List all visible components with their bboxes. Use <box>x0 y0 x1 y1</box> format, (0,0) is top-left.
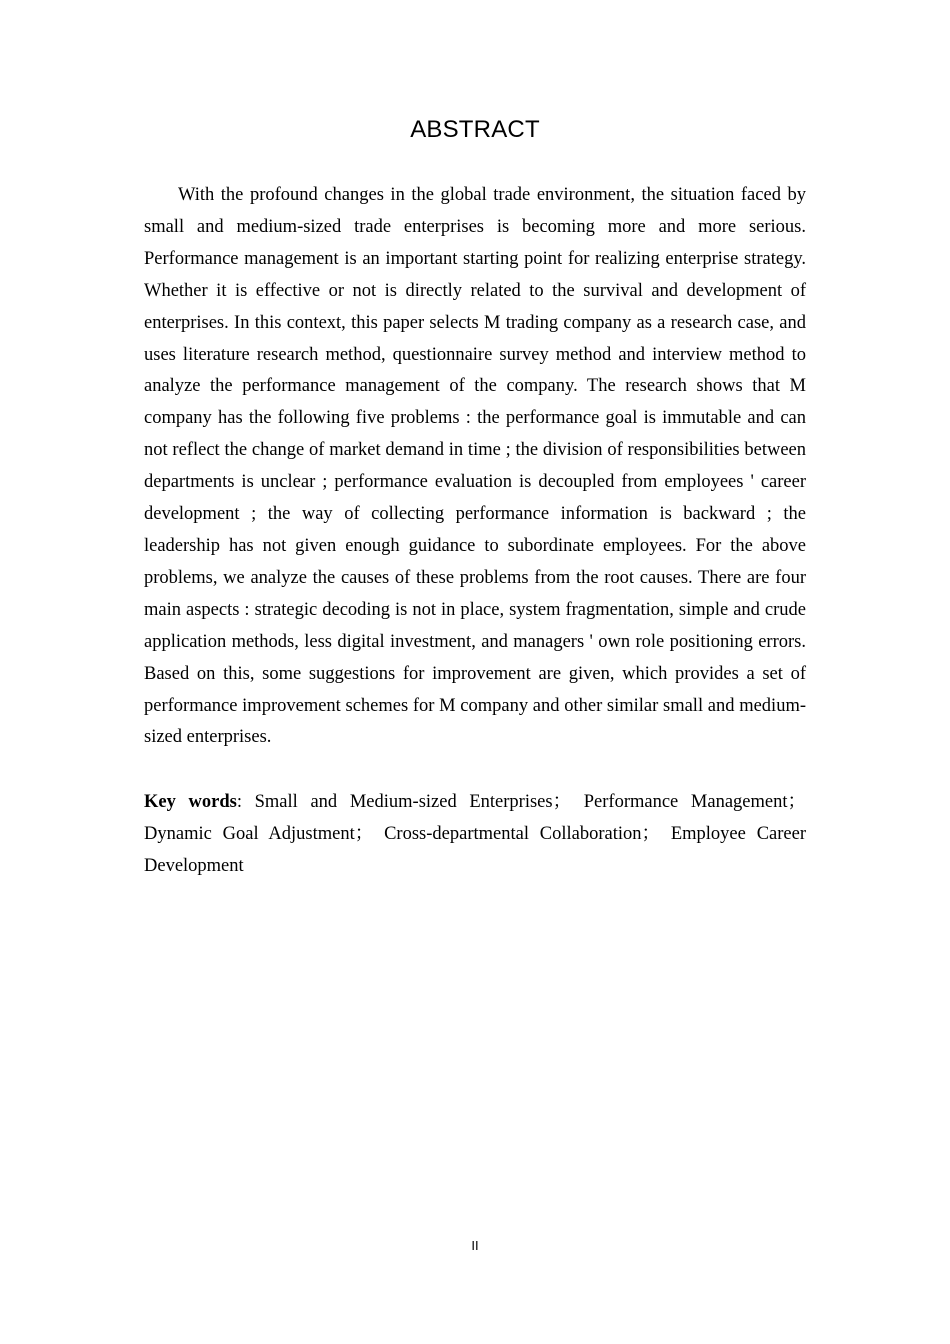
page-number: II <box>471 1238 479 1253</box>
keywords-paragraph <box>144 787 806 883</box>
abstract-title: ABSTRACT <box>410 116 540 143</box>
keywords-label: Key words <box>144 792 237 812</box>
keywords-list: : Small and Medium-sized Enterprises； Performance Management； Dynamic Goal Adjustment； Cross-departmental Collaboration； Employee Career Development <box>144 792 806 876</box>
abstract-paragraph: With the profound changes in the global trade environment, the situation faced by small and medium-sized trade enterprises is becoming more and more serious. Performance management is an important starting point for realizing enterprise strategy. Whether it is effective or not is directly related to the survival and development of enterprises. In this context, this paper selects M trading company as a research case, and uses literature research method, questionnaire survey method and interview method to analyze the performance management of the company. The research shows that M company has the following five problems : the performance goal is immutable and can not reflect the change of market demand in time ; the division of responsibilities between departments is unclear ; performance evaluation is decoupled from employees ' career development ; the way of collecting performance information is backward ; the leadership has not given enough guidance to subordinate employees. For the above problems, we analyze the causes of these problems from the root causes. There are four main aspects : strategic decoding is not in place, system fragmentation, simple and crude application methods, less digital investment, and managers ' own role positioning errors. Based on this, some suggestions for improvement are given, which provides a set of performance improvement schemes for M company and other similar small and medium-sized enterprises. <box>144 185 806 748</box>
